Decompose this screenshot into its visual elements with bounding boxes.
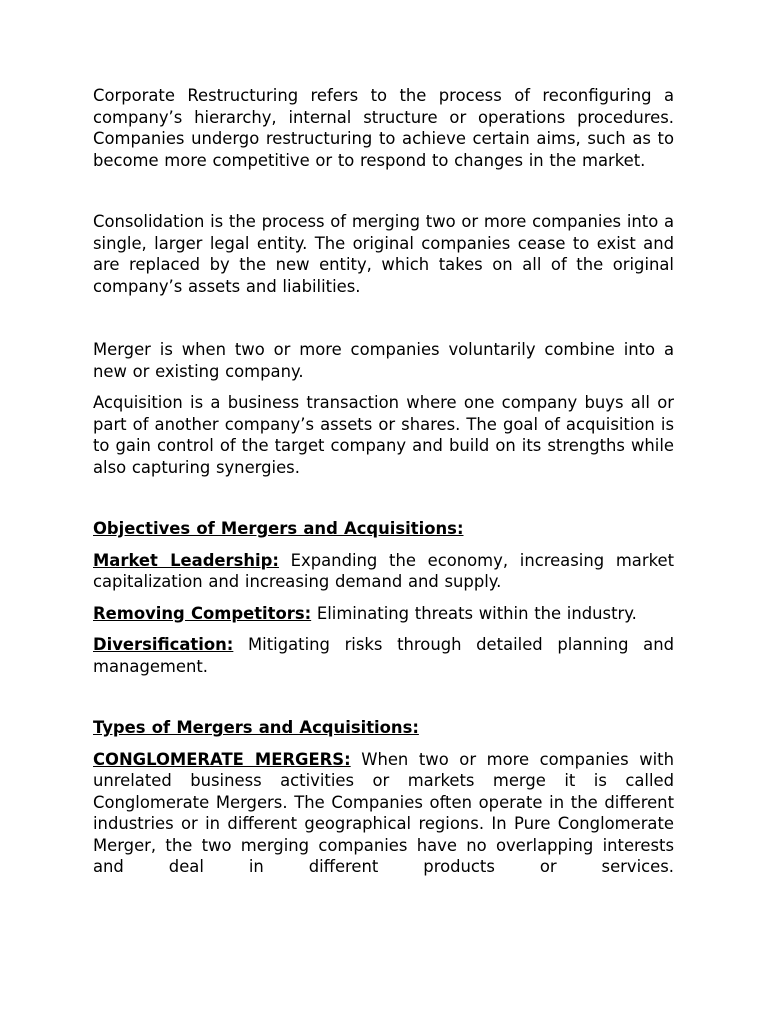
objective-term: Diversification: <box>93 635 234 654</box>
objective-market-leadership <box>93 550 674 593</box>
type-term: CONGLOMERATE MERGERS: <box>93 749 351 769</box>
paragraph-restructuring: Corporate Restructuring refers to the process of reconfiguring a company’s hierarchy, internal structure or operations procedures. Companies undergo restructuring to achieve certain aims, such as to become more competitive or to respond to changes in the market. <box>93 86 674 170</box>
paragraph-consolidation: Consolidation is the process of merging two or more companies into a single, larger legal entity. The original companies cease to exist and are replaced by the new entity, which takes on all of the original company’s assets and liabilities. <box>93 212 674 296</box>
objective-term: Removing Competitors: <box>93 603 312 623</box>
objective-text: Expanding the economy, increasing market capitalization and increasing demand and supply. <box>93 550 674 591</box>
type-conglomerate-mergers <box>93 749 674 878</box>
objective-diversification <box>93 634 674 677</box>
objective-text: Mitigating risks through detailed planning and management. <box>93 635 674 676</box>
paragraph-acquisition: Acquisition is a business transaction where one company buys all or part of another company’s assets or shares. The goal of acquisition is to gain control of the target company and build on its strengths while also capturing synergies. <box>93 393 674 477</box>
objective-removing-competitors <box>93 603 674 625</box>
types-heading: Types of Mergers and Acquisitions: <box>93 718 419 737</box>
type-text: When two or more companies with unrelated business activities or markets merge it is called Conglomerate Mergers. The Companies often operate in the different industries or in different geographical regions. In Pure Conglomerate Merger, the two merging companies have no overlapping interests and deal in different products or services. <box>93 749 674 876</box>
paragraph-merger: Merger is when two or more companies voluntarily combine into a new or existing company. <box>93 340 674 381</box>
objective-term: Market Leadership: <box>93 550 279 570</box>
objective-text: Eliminating threats within the industry. <box>311 603 637 623</box>
objectives-heading: Objectives of Mergers and Acquisitions: <box>93 519 464 538</box>
